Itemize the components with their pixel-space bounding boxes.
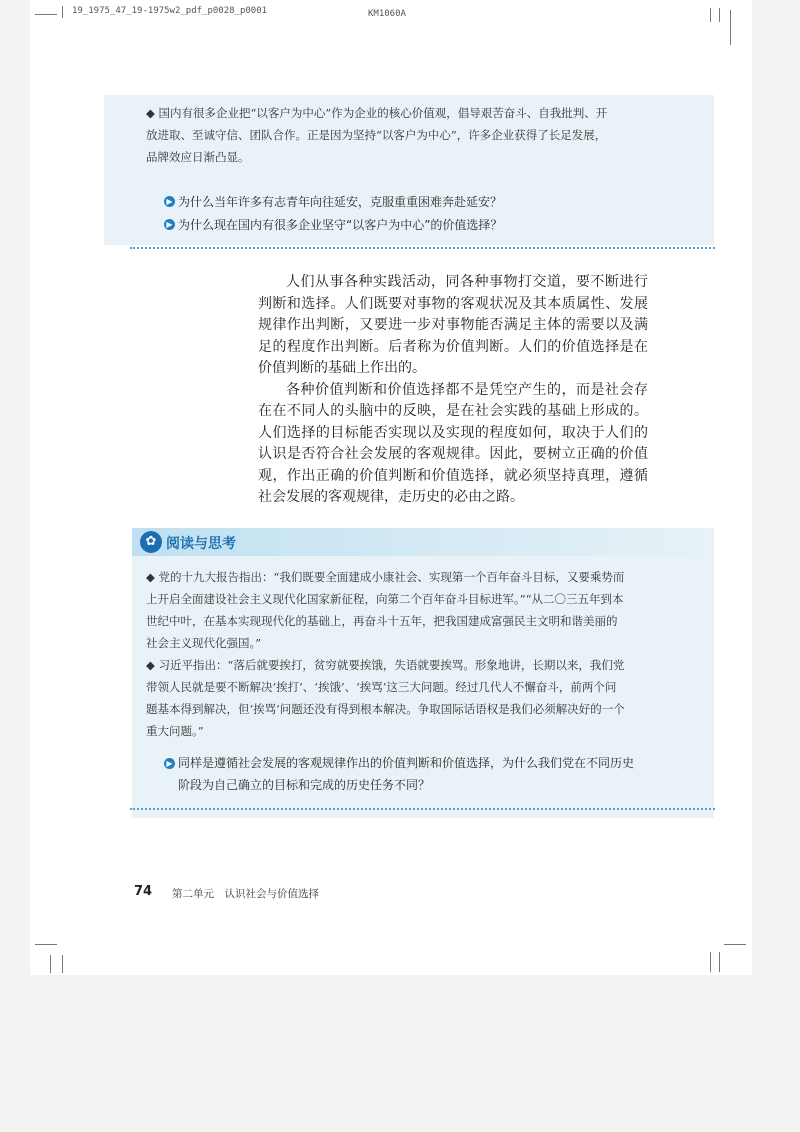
dotted-divider	[130, 808, 715, 810]
question-text: 为什么当年许多有志青年向往延安，克服重重困难奔赴延安？	[178, 195, 503, 209]
intro-question-1	[164, 193, 684, 210]
main-body	[258, 272, 648, 509]
question-arrow-icon: ▶	[164, 196, 175, 207]
scan-file-label: 19_1975_47_19-1975w2_pdf_p0028_p0001	[72, 6, 268, 16]
crop-mark	[724, 944, 746, 945]
crop-mark	[719, 952, 720, 972]
scan-code: KM1060A	[368, 9, 406, 19]
question-arrow-icon: ▶	[164, 219, 175, 230]
reading-paragraph: ◆ 习近平指出：“落后就要挨打，贫穷就要挨饿，失语就要挨骂。形象地讲，长期以来，我们党带领人民就是要不断解决‘挨打’、‘挨饿’、‘挨骂’这三大问题。经过几代人不懈奋斗，前两个问题基本得到解决，但‘挨骂’问题还没有得到根本解决。争取国际话语权是我们必须解决好的一个重大问题。”	[146, 658, 625, 738]
dotted-divider	[130, 247, 715, 249]
crop-mark	[50, 955, 51, 973]
crop-mark	[62, 6, 63, 18]
question-arrow-icon: ▶	[164, 758, 175, 769]
crop-mark	[35, 944, 57, 945]
reading-paragraph: ◆ 党的十九大报告指出：“我们既要全面建成小康社会、实现第一个百年奋斗目标，又要乘势而上开启全面建设社会主义现代化国家新征程，向第二个百年奋斗目标进军。”“从二〇三五年到本世纪中叶，在基本实现现代化的基础上，再奋斗十五年，把我国建成富强民主文明和谐美丽的社会主义现代化强国。”	[146, 570, 625, 650]
question-text: 为什么现在国内有很多企业坚守“以客户为中心”的价值选择？	[178, 218, 503, 232]
reading-globe-icon: ✿	[140, 531, 162, 553]
crop-mark	[730, 10, 731, 45]
crop-mark	[710, 952, 711, 972]
body-paragraph: 各种价值判断和价值选择都不是凭空产生的，而是社会存在在不同人的头脑中的反映，是在社会实践的基础上形成的。人们选择的目标能否实现以及实现的程度如何，取决于人们的认识是否符合社会发展的客观规律。因此，要树立正确的价值观，作出正确的价值判断和价值选择，就必须坚持真理，遵循社会发展的客观规律，走历史的必由之路。	[258, 381, 648, 505]
reading-title: 阅读与思考	[166, 536, 236, 552]
crop-mark	[35, 14, 57, 15]
page-number: 74	[134, 884, 153, 899]
question-text: 同样是遵循社会发展的客观规律作出的价值判断和价值选择，为什么我们党在不同历史阶段为自己确立的目标和完成的历史任务不同？	[178, 756, 635, 792]
intro-question-2	[164, 216, 684, 233]
body-paragraph: 人们从事各种实践活动，同各种事物打交道，要不断进行判断和选择。人们既要对事物的客观状况及其本质属性、发展规律作出判断，又要进一步对事物能否满足主体的需要以及满足的程度作出判断。后者称为价值判断。人们的价值选择是在价值判断的基础上作出的。	[258, 274, 648, 376]
crop-mark	[710, 8, 711, 22]
crop-mark	[62, 955, 63, 973]
crop-mark	[719, 8, 720, 22]
reading-question	[164, 752, 644, 796]
intro-text: ◆ 国内有很多企业把“以客户为中心”作为企业的核心价值观，倡导艰苦奋斗、自我批判、开放进取、至诚守信、团队合作。正是因为坚持“以客户为中心”，许多企业获得了长足发展，品牌效应日渐凸显。	[146, 106, 608, 164]
unit-title: 第二单元 认识社会与价值选择	[172, 888, 319, 900]
